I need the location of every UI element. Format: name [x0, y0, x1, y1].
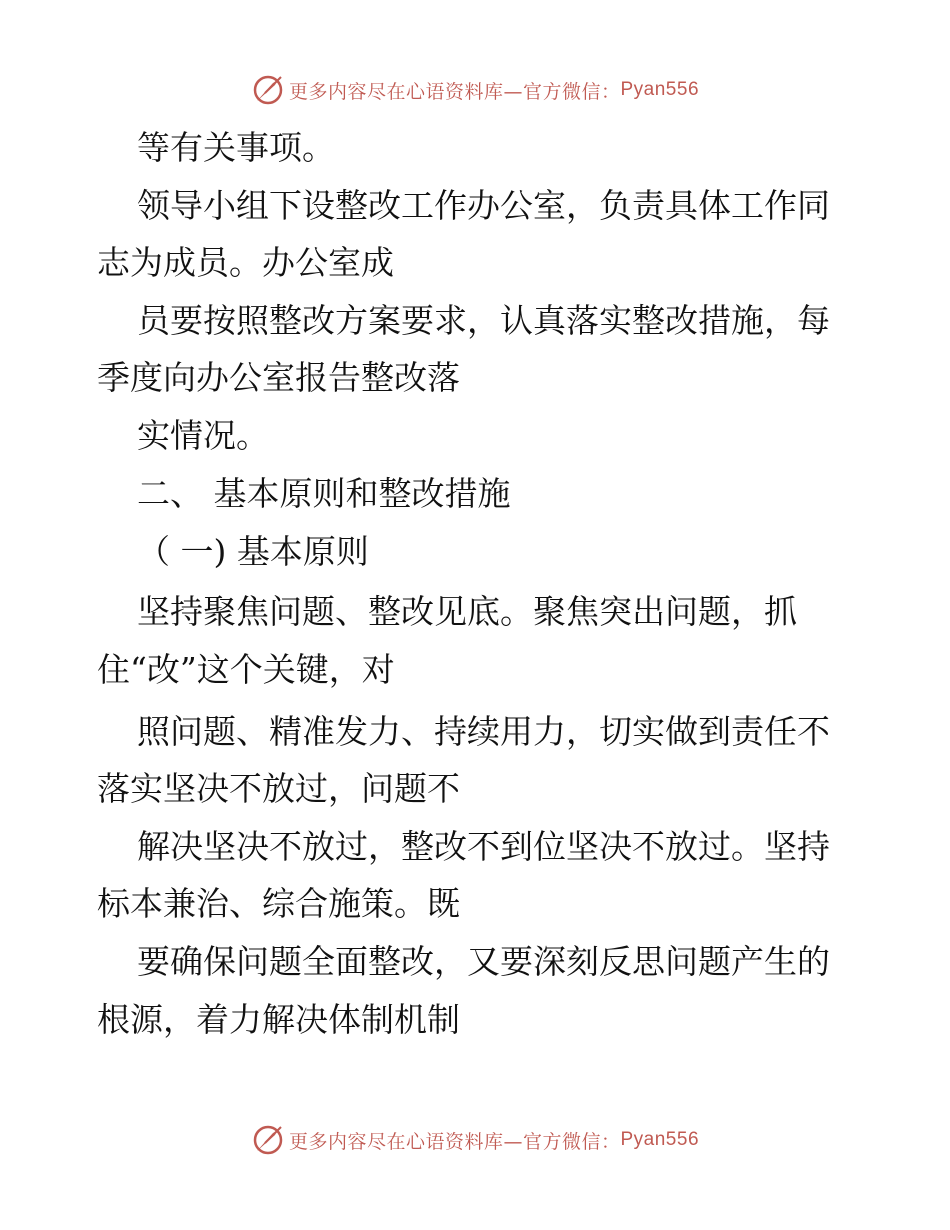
banner-wechat-id: Pyan556 [620, 79, 700, 100]
paragraph-line: 标本兼治、综合施策。既 [97, 884, 460, 923]
paragraph-line: 要确保问题全面整改，又要深刻反思问题产生的 [137, 942, 830, 981]
paragraph-line: 根源，着力解决体制机制 [97, 1000, 460, 1039]
paragraph-line: 坚持聚焦问题、整改见底。聚焦突出问题，抓 [137, 592, 797, 631]
paragraph-line: 领导小组下设整改工作办公室，负责具体工作同 [137, 186, 830, 225]
paragraph-line: 落实坚决不放过，问题不 [97, 769, 460, 808]
footer-banner [0, 1120, 950, 1160]
banner-wechat-id: Pyan556 [620, 1129, 700, 1150]
banner-text: 更多内容尽在心语资料库—官方微信： [288, 1130, 621, 1153]
paragraph-line: 照问题、精准发力、持续用力，切实做到责任不 [137, 712, 830, 751]
paragraph-line: 志为成员。办公室成 [97, 243, 394, 282]
quill-logo-icon [251, 1123, 285, 1157]
subsection-heading: （ 一) 基本原则 [137, 532, 369, 571]
banner-text: 更多内容尽在心语资料库—官方微信： [288, 80, 621, 103]
paragraph-line: 员要按照整改方案要求，认真落实整改措施，每 [137, 301, 830, 340]
paragraph-line: 住“改”这个关键，对 [97, 650, 395, 689]
paragraph-line: 解决坚决不放过，整改不到位坚决不放过。坚持 [137, 827, 830, 866]
paragraph-line: 季度向办公室报告整改落 [97, 358, 460, 397]
header-banner [0, 70, 950, 110]
section-heading: 二、 基本原则和整改措施 [137, 474, 511, 513]
paragraph-line: 实情况。 [137, 416, 269, 455]
quill-logo-icon [251, 73, 285, 107]
paragraph-line: 等有关事项。 [137, 128, 335, 167]
